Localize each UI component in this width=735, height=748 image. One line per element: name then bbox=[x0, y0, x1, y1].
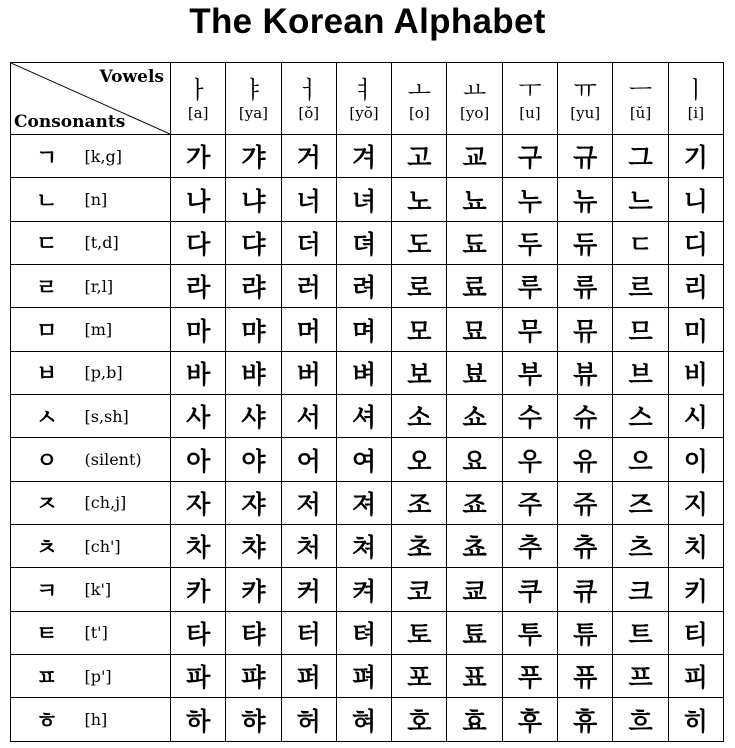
syllable-cell: 댜 bbox=[226, 221, 281, 264]
syllable-cell: 려 bbox=[336, 265, 391, 308]
consonant-romanization: [p,b] bbox=[83, 351, 171, 394]
syllable-cell: 티 bbox=[668, 611, 723, 654]
syllable-cell: 벼 bbox=[336, 351, 391, 394]
vowel-jamo: ㅛ bbox=[463, 75, 487, 104]
syllable-cell: 챠 bbox=[226, 525, 281, 568]
syllable-cell: 휴 bbox=[558, 698, 613, 742]
syllable-cell: 죠 bbox=[447, 481, 502, 524]
syllable-cell: 버 bbox=[281, 351, 336, 394]
syllable-cell: 토 bbox=[392, 611, 447, 654]
syllable-cell: 이 bbox=[668, 438, 723, 481]
syllable-cell: 쿄 bbox=[447, 568, 502, 611]
syllable-cell: 뮤 bbox=[558, 308, 613, 351]
syllable-cell: 쵸 bbox=[447, 525, 502, 568]
consonant-jamo: ㅈ bbox=[11, 481, 83, 524]
syllable-cell: 뇨 bbox=[447, 178, 502, 221]
consonant-row bbox=[11, 395, 724, 438]
vowel-romanization: [ŭ] bbox=[629, 103, 652, 122]
alphabet-table bbox=[10, 62, 724, 742]
consonant-jamo: ㅅ bbox=[11, 395, 83, 438]
consonant-row bbox=[11, 308, 724, 351]
consonant-romanization: [k'] bbox=[83, 568, 171, 611]
syllable-cell: 료 bbox=[447, 265, 502, 308]
syllable-cell: 뵤 bbox=[447, 351, 502, 394]
syllable-cell: 뱌 bbox=[226, 351, 281, 394]
syllable-cell: 푸 bbox=[502, 655, 557, 698]
vowel-jamo: ㅏ bbox=[186, 75, 210, 104]
syllable-cell: 큐 bbox=[558, 568, 613, 611]
syllable-cell: 됴 bbox=[447, 221, 502, 264]
syllable-cell: 조 bbox=[392, 481, 447, 524]
syllable-cell: 뎌 bbox=[336, 221, 391, 264]
syllable-cell: 주 bbox=[502, 481, 557, 524]
syllable-cell: 바 bbox=[171, 351, 226, 394]
vowel-jamo: ㅡ bbox=[628, 75, 653, 104]
syllable-cell: 느 bbox=[613, 178, 668, 221]
syllable-cell: 그 bbox=[613, 135, 668, 178]
syllable-cell: 모 bbox=[392, 308, 447, 351]
vowels-label: Vowels bbox=[99, 67, 164, 87]
syllable-cell: 미 bbox=[668, 308, 723, 351]
syllable-cell: 뷰 bbox=[558, 351, 613, 394]
syllable-cell: 서 bbox=[281, 395, 336, 438]
vowel-header bbox=[668, 63, 723, 135]
vowel-jamo: ㅕ bbox=[352, 75, 376, 104]
syllable-cell: 히 bbox=[668, 698, 723, 742]
consonant-romanization: [m] bbox=[83, 308, 171, 351]
syllable-cell: 트 bbox=[613, 611, 668, 654]
syllable-cell: 쇼 bbox=[447, 395, 502, 438]
syllable-cell: 로 bbox=[392, 265, 447, 308]
syllable-cell: 묘 bbox=[447, 308, 502, 351]
syllable-cell: 먀 bbox=[226, 308, 281, 351]
syllable-cell: 류 bbox=[558, 265, 613, 308]
consonant-row bbox=[11, 221, 724, 264]
syllable-cell: 고 bbox=[392, 135, 447, 178]
syllable-cell: 두 bbox=[502, 221, 557, 264]
syllable-cell: 터 bbox=[281, 611, 336, 654]
syllable-cell: 텨 bbox=[336, 611, 391, 654]
syllable-cell: 므 bbox=[613, 308, 668, 351]
syllable-cell: 무 bbox=[502, 308, 557, 351]
vowel-romanization: [a] bbox=[187, 103, 209, 122]
consonant-romanization: [r,l] bbox=[83, 265, 171, 308]
syllable-cell: 차 bbox=[171, 525, 226, 568]
syllable-cell: 퍄 bbox=[226, 655, 281, 698]
syllable-cell: 으 bbox=[613, 438, 668, 481]
vowel-romanization: [u] bbox=[519, 103, 541, 122]
consonant-row bbox=[11, 481, 724, 524]
syllable-cell: 저 bbox=[281, 481, 336, 524]
syllable-cell: 도 bbox=[392, 221, 447, 264]
syllable-cell: 호 bbox=[392, 698, 447, 742]
vowel-jamo: ㅗ bbox=[407, 75, 431, 104]
consonant-jamo: ㅎ bbox=[11, 698, 83, 742]
syllable-cell: 여 bbox=[336, 438, 391, 481]
consonant-jamo: ㅌ bbox=[11, 611, 83, 654]
corner-header bbox=[11, 63, 171, 135]
syllable-cell: 코 bbox=[392, 568, 447, 611]
syllable-cell: 추 bbox=[502, 525, 557, 568]
consonant-romanization: [h] bbox=[83, 698, 171, 742]
vowel-romanization: [yu] bbox=[570, 103, 601, 122]
vowel-jamo: ㅓ bbox=[297, 75, 321, 104]
syllable-cell: 펴 bbox=[336, 655, 391, 698]
consonant-jamo: ㅍ bbox=[11, 655, 83, 698]
syllable-cell: 피 bbox=[668, 655, 723, 698]
syllable-cell: 러 bbox=[281, 265, 336, 308]
vowel-romanization: [yo] bbox=[460, 103, 490, 122]
vowel-header bbox=[392, 63, 447, 135]
consonant-romanization: [k,g] bbox=[83, 135, 171, 178]
syllable-cell: 기 bbox=[668, 135, 723, 178]
syllable-cell: 탸 bbox=[226, 611, 281, 654]
syllable-cell: 요 bbox=[447, 438, 502, 481]
consonant-row bbox=[11, 438, 724, 481]
syllable-cell: 다 bbox=[171, 221, 226, 264]
syllable-cell: 프 bbox=[613, 655, 668, 698]
syllable-cell: 자 bbox=[171, 481, 226, 524]
syllable-cell: 구 bbox=[502, 135, 557, 178]
consonant-jamo: ㅂ bbox=[11, 351, 83, 394]
syllable-cell: 시 bbox=[668, 395, 723, 438]
syllable-cell: 샤 bbox=[226, 395, 281, 438]
consonant-romanization: [ch,j] bbox=[83, 481, 171, 524]
syllable-cell: 루 bbox=[502, 265, 557, 308]
syllable-cell: 퍼 bbox=[281, 655, 336, 698]
vowel-header bbox=[281, 63, 336, 135]
syllable-cell: 캬 bbox=[226, 568, 281, 611]
vowel-jamo: ㅣ bbox=[684, 75, 708, 104]
consonant-romanization: [p'] bbox=[83, 655, 171, 698]
syllable-cell: 스 bbox=[613, 395, 668, 438]
syllable-cell: 소 bbox=[392, 395, 447, 438]
vowel-romanization: [ya] bbox=[238, 103, 268, 122]
syllable-cell: 츄 bbox=[558, 525, 613, 568]
syllable-cell: 나 bbox=[171, 178, 226, 221]
consonant-row bbox=[11, 178, 724, 221]
syllable-cell: 햐 bbox=[226, 698, 281, 742]
syllable-cell: 디 bbox=[668, 221, 723, 264]
syllable-cell: 듀 bbox=[558, 221, 613, 264]
consonant-row bbox=[11, 611, 724, 654]
consonant-romanization: [ch'] bbox=[83, 525, 171, 568]
syllable-cell: 가 bbox=[171, 135, 226, 178]
consonant-row bbox=[11, 568, 724, 611]
vowel-romanization: [o] bbox=[408, 103, 430, 122]
syllable-cell: 녀 bbox=[336, 178, 391, 221]
vowel-romanization: [i] bbox=[687, 103, 705, 122]
syllable-cell: 너 bbox=[281, 178, 336, 221]
vowel-romanization: [ŏ] bbox=[298, 103, 320, 122]
vowel-header bbox=[558, 63, 613, 135]
consonant-romanization: [n] bbox=[83, 178, 171, 221]
syllable-cell: 허 bbox=[281, 698, 336, 742]
vowel-romanization: [yŏ] bbox=[349, 103, 379, 122]
syllable-cell: 초 bbox=[392, 525, 447, 568]
consonant-romanization: [t,d] bbox=[83, 221, 171, 264]
syllable-cell: 어 bbox=[281, 438, 336, 481]
syllable-cell: 오 bbox=[392, 438, 447, 481]
consonant-jamo: ㅇ bbox=[11, 438, 83, 481]
syllable-cell: 냐 bbox=[226, 178, 281, 221]
consonant-romanization: [s,sh] bbox=[83, 395, 171, 438]
syllable-cell: 노 bbox=[392, 178, 447, 221]
syllable-cell: 커 bbox=[281, 568, 336, 611]
vowel-header bbox=[226, 63, 281, 135]
consonant-row bbox=[11, 655, 724, 698]
syllable-cell: 뉴 bbox=[558, 178, 613, 221]
vowel-jamo: ㅜ bbox=[518, 75, 542, 104]
consonant-jamo: ㅁ bbox=[11, 308, 83, 351]
consonant-row bbox=[11, 265, 724, 308]
consonant-jamo: ㄹ bbox=[11, 265, 83, 308]
syllable-cell: 퓨 bbox=[558, 655, 613, 698]
consonant-jamo: ㅊ bbox=[11, 525, 83, 568]
syllable-cell: 쥬 bbox=[558, 481, 613, 524]
syllable-cell: 튜 bbox=[558, 611, 613, 654]
page-title: The Korean Alphabet bbox=[189, 2, 546, 41]
vowel-header bbox=[447, 63, 502, 135]
syllable-cell: 우 bbox=[502, 438, 557, 481]
syllable-cell: 규 bbox=[558, 135, 613, 178]
syllable-cell: 니 bbox=[668, 178, 723, 221]
syllable-cell: 흐 bbox=[613, 698, 668, 742]
syllable-cell: 보 bbox=[392, 351, 447, 394]
vowel-header bbox=[502, 63, 557, 135]
syllable-cell: 츠 bbox=[613, 525, 668, 568]
consonant-romanization: (silent) bbox=[83, 438, 171, 481]
vowel-jamo: ㅑ bbox=[241, 75, 266, 104]
syllable-cell: 표 bbox=[447, 655, 502, 698]
syllable-cell: 혀 bbox=[336, 698, 391, 742]
vowel-header bbox=[171, 63, 226, 135]
syllable-cell: 파 bbox=[171, 655, 226, 698]
syllable-cell: 즈 bbox=[613, 481, 668, 524]
syllable-cell: 교 bbox=[447, 135, 502, 178]
syllable-cell: 슈 bbox=[558, 395, 613, 438]
syllable-cell: 투 bbox=[502, 611, 557, 654]
syllable-cell: 거 bbox=[281, 135, 336, 178]
vowel-header bbox=[336, 63, 391, 135]
consonant-jamo: ㄷ bbox=[11, 221, 83, 264]
syllable-cell: 마 bbox=[171, 308, 226, 351]
vowel-header-row bbox=[11, 63, 724, 135]
syllable-cell: 더 bbox=[281, 221, 336, 264]
syllable-cell: 사 bbox=[171, 395, 226, 438]
syllable-cell: 셔 bbox=[336, 395, 391, 438]
consonant-jamo: ㅋ bbox=[11, 568, 83, 611]
syllable-cell: 키 bbox=[668, 568, 723, 611]
syllable-cell: 수 bbox=[502, 395, 557, 438]
syllable-cell: 야 bbox=[226, 438, 281, 481]
syllable-cell: 져 bbox=[336, 481, 391, 524]
syllable-cell: 누 bbox=[502, 178, 557, 221]
consonant-romanization: [t'] bbox=[83, 611, 171, 654]
syllable-cell: 치 bbox=[668, 525, 723, 568]
syllable-cell: 며 bbox=[336, 308, 391, 351]
syllable-cell: 툐 bbox=[447, 611, 502, 654]
syllable-cell: 유 bbox=[558, 438, 613, 481]
syllable-cell: 리 bbox=[668, 265, 723, 308]
syllable-cell: 크 bbox=[613, 568, 668, 611]
consonant-row bbox=[11, 135, 724, 178]
syllable-cell: 후 bbox=[502, 698, 557, 742]
syllable-cell: 비 bbox=[668, 351, 723, 394]
syllable-cell: 타 bbox=[171, 611, 226, 654]
vowel-jamo: ㅠ bbox=[573, 75, 597, 104]
syllable-cell: 랴 bbox=[226, 265, 281, 308]
syllable-cell: 카 bbox=[171, 568, 226, 611]
syllable-cell: 쳐 bbox=[336, 525, 391, 568]
syllable-cell: 르 bbox=[613, 265, 668, 308]
consonant-row bbox=[11, 525, 724, 568]
syllable-cell: 브 bbox=[613, 351, 668, 394]
syllable-cell: 하 bbox=[171, 698, 226, 742]
syllable-cell: 켜 bbox=[336, 568, 391, 611]
syllable-cell: 쿠 bbox=[502, 568, 557, 611]
consonant-row bbox=[11, 351, 724, 394]
syllable-cell: 효 bbox=[447, 698, 502, 742]
syllable-cell: 쟈 bbox=[226, 481, 281, 524]
syllable-cell: 머 bbox=[281, 308, 336, 351]
consonant-jamo: ㄱ bbox=[11, 135, 83, 178]
syllable-cell: 처 bbox=[281, 525, 336, 568]
syllable-cell: 포 bbox=[392, 655, 447, 698]
syllable-cell: 라 bbox=[171, 265, 226, 308]
syllable-cell: 아 bbox=[171, 438, 226, 481]
syllable-cell: 갸 bbox=[226, 135, 281, 178]
consonant-row bbox=[11, 698, 724, 742]
vowel-header bbox=[613, 63, 668, 135]
syllable-cell: 부 bbox=[502, 351, 557, 394]
syllable-cell: 겨 bbox=[336, 135, 391, 178]
syllable-cell: ㄷ bbox=[613, 221, 668, 264]
syllable-cell: 지 bbox=[668, 481, 723, 524]
consonants-label: Consonants bbox=[14, 112, 126, 132]
consonant-jamo: ㄴ bbox=[11, 178, 83, 221]
